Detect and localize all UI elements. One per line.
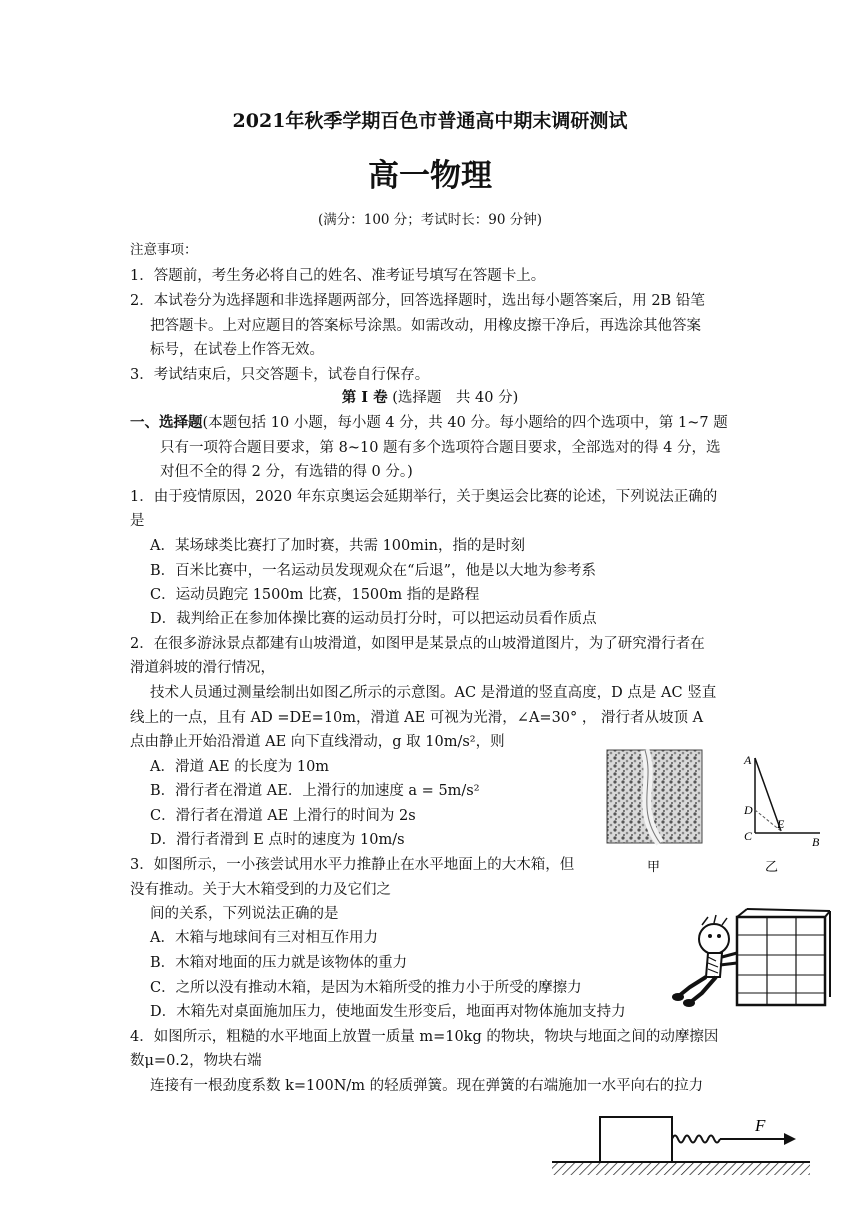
subject-title: 高一物理 [368,158,492,194]
q3-stem: 间的关系，下列说法正确的是 [150,906,339,922]
q3-option-a: A．木箱与地球间有三对相互作用力 [150,930,378,946]
exam-title: 2021年秋季学期百色市普通高中期末调研测试 [232,110,628,132]
q2-option-b: B．滑行者在滑道 AE．上滑行的加速度 a = 5m/s² [150,783,480,799]
notes-heading: 注意事项： [130,242,198,258]
q2-stem: 点由静止开始沿滑道 AE 向下直线滑动，g 取 10m/s²，则 [130,734,505,750]
section-title-bold: 第 I 卷 [341,389,388,406]
q3-stem: 3．如图所示，一小孩尝试用水平力推静止在水平地面上的大木箱，但 [130,857,575,873]
spring [672,1136,720,1143]
note-item: 3．考试结束后，只交答题卡，试卷自行保存。 [130,367,430,383]
q2-stem: 2．在很多游泳景点都建有山坡滑道，如图甲是某景点的山坡滑道图片，为了研究滑行者在 [130,636,705,652]
block [600,1117,672,1162]
q3-stem: 没有推动。关于大木箱受到的力及它们之 [130,882,391,898]
q2-option-d: D．滑行者滑到 E 点时的速度为 10m/s [150,832,405,848]
q1-option-d: D．裁判给正在参加体操比赛的运动员打分时，可以把运动员看作质点 [150,611,597,627]
section-title-rest: (选择题 共 40 分) [392,390,519,406]
note-item: 标号，在试卷上作答无效。 [150,342,324,358]
q3-option-d: D．木箱先对桌面施加压力，使地面发生形变后，地面再对物体施加支持力 [150,1004,626,1020]
ground-hatch [552,1163,810,1175]
q2-stem: 技术人员通过测量绘制出如图乙所示的示意图。AC 是滑道的竖直高度，D 点是 AC 竖直 [150,685,717,701]
q1-option-c: C．运动员跑完 1500m 比赛，1500m 指的是路程 [150,587,480,603]
q2-figure [605,748,830,878]
point-a-label: A [744,753,752,767]
q1-option-b: B．百米比赛中，一名运动员发现观众在“后退”，他是以大地为参考系 [150,563,596,579]
child-figure [672,915,737,1007]
q4-figure-svg [548,1104,812,1178]
point-b-label: B [812,835,820,849]
force-arrowhead [784,1133,796,1145]
point-e-label: E [777,817,785,831]
q4-stem: 连接有一根劲度系数 k=100N/m 的轻质弹簧。现在弹簧的右端施加一水平向右的拉力 [150,1078,704,1094]
q3-figure-svg [672,905,832,1015]
q4-stem: 4．如图所示，粗糙的水平地面上放置一质量 m=10kg 的物块，物块与地面之间的动摩擦因 [130,1029,719,1045]
section-title [0,388,860,408]
section-intro-line: 对但不全的得 2 分，有选错的得 0 分。) [160,464,413,480]
q2-option-a: A．滑道 AE 的长度为 10m [150,759,330,775]
section-intro [130,413,728,433]
note-item: 1．答题前，考生务必将自己的姓名、准考证号填写在答题卡上。 [130,268,546,284]
q4-stem: 数μ=0.2，物块右端 [130,1053,262,1069]
note-item: 2．本试卷分为选择题和非选择题两部分，回答选择题时，选出每小题答案后，用 2B 铅笔 [130,293,705,309]
section-intro-bold: 一、选择题 [130,414,203,431]
exam-info: (满分：100 分；考试时长：90 分钟) [317,212,543,228]
q2-figure-svg [605,748,830,878]
q1-stem: 是 [130,513,145,529]
note-item: 把答题卡。上对应题目的答案标号涂黑。如需改动，用橡皮擦干净后，再选涂其他答案 [150,318,701,334]
q2-option-c: C．滑行者在滑道 AE 上滑行的时间为 2s [150,808,416,824]
q3-option-b: B．木箱对地面的压力就是该物体的重力 [150,955,408,971]
q3-figure [672,905,832,1015]
section-intro-line: (本题包括 10 小题，每小题 4 分，共 40 分。每小题给的四个选项中，第 1~7 题 [202,415,728,431]
section-intro-line: 只有一项符合题目要求，第 8~10 题有多个选项符合题目要求，全部选对的得 4 分，选 [160,440,721,456]
wooden-crate [737,909,830,1005]
q1-option-a: A．某场球类比赛打了加时赛，共需 100min，指的是时刻 [150,538,525,554]
q1-stem: 1．由于疫情原因，2020 年东京奥运会延期举行，关于奥运会比赛的论述，下列说法正确的 [130,489,718,505]
q2-stem: 线上的一点，且有 AD =DE=10m，滑道 AE 可视为光滑，∠A=30° ， 滑行者从坡顶 A [130,710,704,726]
figure-label-jia: 甲 [647,860,661,875]
force-label: F [755,1116,766,1135]
q3-option-c: C．之所以没有推动木箱，是因为木箱所受的推力小于所受的摩擦力 [150,980,582,996]
q2-stem: 滑道斜坡的滑行情况， [130,660,275,676]
point-c-label: C [744,829,753,843]
figure-label-yi: 乙 [765,860,779,875]
q4-figure [548,1104,812,1178]
point-d-label: D [744,803,753,817]
